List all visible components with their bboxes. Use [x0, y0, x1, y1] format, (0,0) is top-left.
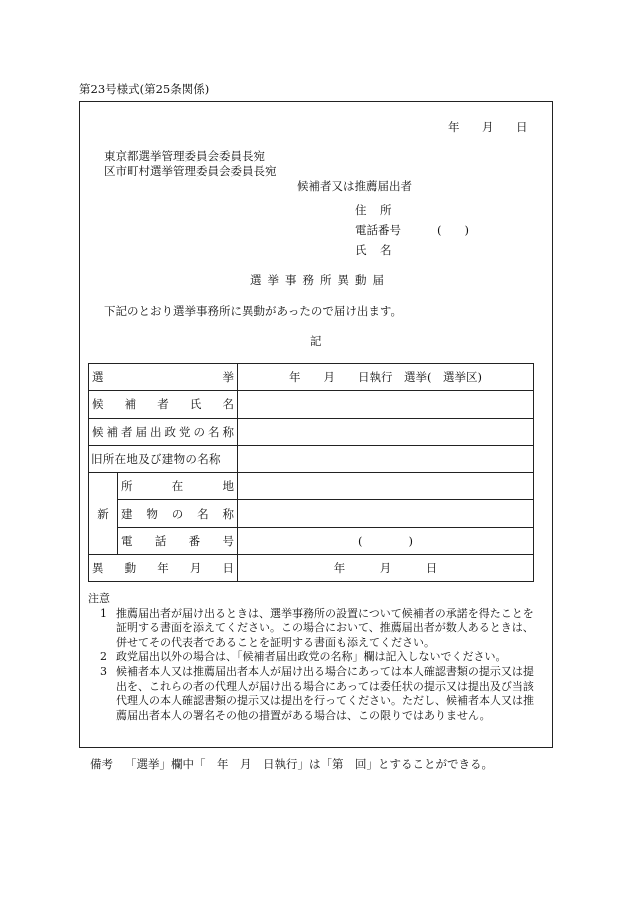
ki-mark: 記: [310, 334, 322, 348]
applicant-title: 候補者又は推薦届出者: [297, 179, 412, 193]
new-building-label-cell: [118, 500, 238, 527]
new-address-label: 所 在 地: [121, 479, 234, 494]
date-month: 月: [482, 120, 494, 134]
party-label-cell: [89, 418, 238, 445]
party-value: [238, 418, 534, 445]
remark-text: 「選挙」欄中「 年 月 日執行」は「第 回」とすることができる。: [125, 757, 493, 771]
note-number: 3: [100, 664, 107, 678]
new-address-label-cell: [118, 473, 238, 500]
note-item: [88, 607, 543, 651]
applicant-phone-parens: ( ): [437, 223, 469, 237]
addressee-tokyo: 東京都選挙管理委員会委員長宛: [104, 149, 265, 163]
new-phone-label: 電 話 番 号: [121, 533, 234, 548]
new-phone-value: ( ): [238, 527, 534, 554]
table-row-party: [89, 418, 534, 445]
table-row-new-phone: [89, 527, 534, 554]
addressee-municipal: 区市町村選挙管理委員会委員長宛: [104, 164, 277, 178]
applicant-name-label: 氏 名: [355, 243, 393, 257]
new-building-value: [238, 500, 534, 527]
table-row-candidate: [89, 391, 534, 418]
new-phone-label-cell: [118, 527, 238, 554]
new-label: 新: [89, 473, 118, 555]
table-row-election: [89, 364, 534, 391]
old-location-value: [238, 445, 534, 472]
applicant-address-label: 住 所: [355, 203, 393, 217]
date-year: 年: [448, 120, 460, 134]
election-value: 年 月 日執行 選挙( 選挙区): [238, 364, 534, 391]
note-number: 1: [100, 606, 107, 620]
party-label: 候 補 者 届 出 政 党 の 名 称: [92, 424, 234, 439]
note-item: [88, 650, 543, 665]
applicant-phone-label: 電話番号: [355, 223, 401, 237]
intro-text: 下記のとおり選挙事務所に異動があったので届け出ます。: [104, 304, 402, 318]
notes-section: [88, 592, 543, 723]
note-text: 候補者本人又は推薦届出者本人が届け出る場合にあっては本人確認書類の提示又は提出を、これらの者の代理人が届け出る場合にあっては委任状の提示又は提出及び当該代理人の本人確認書類の提示又は提出を行ってください。ただし、候補者本人又は推薦届出者本人の署名その他の措置がある場合は、この限りではありません。: [116, 664, 534, 722]
table-row-new-building: [89, 500, 534, 527]
table-row-old-location: [89, 445, 534, 472]
new-building-label: 建 物 の 名 称: [121, 506, 234, 521]
table-row-change-date: [89, 555, 534, 582]
notes-heading: 注意: [88, 592, 110, 605]
note-text: 政党届出以外の場合は、「候補者届出政党の名称」欄は記入しないでください。: [116, 650, 507, 664]
note-item: [88, 665, 543, 723]
record-table: [88, 363, 534, 582]
candidate-value: [238, 391, 534, 418]
document-title: 選挙事務所異動届: [250, 273, 390, 287]
change-date-label: 異 動 年 月 日: [92, 561, 234, 576]
election-label-cell: [89, 364, 238, 391]
remark-label: 備考: [90, 757, 113, 771]
form-number: 第23号様式(第25条関係): [79, 82, 210, 96]
candidate-label: 候 補 者 氏 名: [92, 397, 234, 412]
change-date-value: 年 月 日: [238, 555, 534, 582]
candidate-label-cell: [89, 391, 238, 418]
note-text: 推薦届出者が届け出るときは、選挙事務所の設置について候補者の承諾を得たことを証明する書面を添えてください。この場合において、推薦届出者が数人あるときは、併せてその代表者であることを証明する書面も添えてください。: [116, 606, 534, 649]
new-address-value: [238, 473, 534, 500]
election-label: 選 挙: [92, 370, 234, 385]
old-location-label: 旧所在地及び建物の名称: [89, 445, 238, 472]
date-day: 日: [516, 120, 528, 134]
change-date-label-cell: [89, 555, 238, 582]
note-number: 2: [100, 650, 107, 664]
table-row-new-address: [89, 473, 534, 500]
